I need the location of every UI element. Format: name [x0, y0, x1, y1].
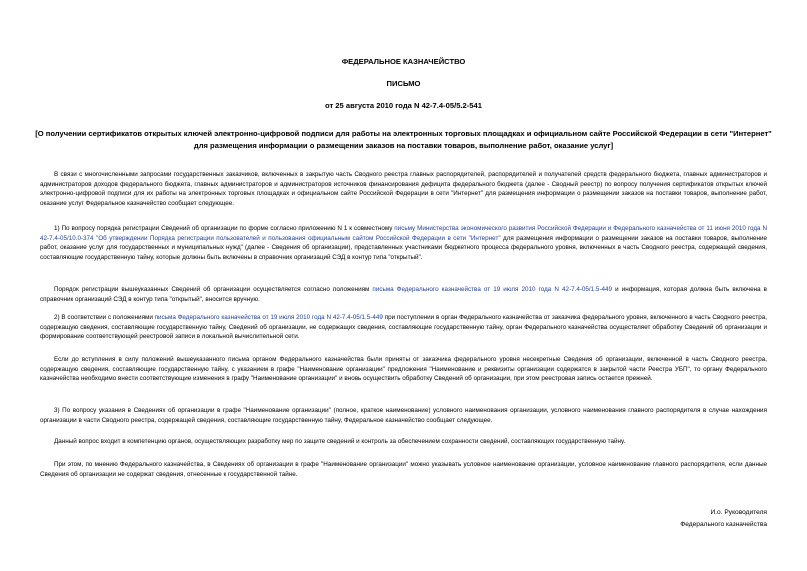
signature-title: И.о. Руководителя [710, 509, 767, 516]
doc-date-number: от 25 августа 2010 года N 42-7.4-05/5.2-541 [325, 101, 482, 110]
paragraph-1-link[interactable]: письму Министерства экономического развития Российской Федерации и Федерального казначейства от 11 июня 2010 года N 42-7.4-05/10.0-374 "Об утверждении Порядка регистрации пользователей и пользования официальным сайтом Российской Федерации в сети "Интернет" [40, 225, 768, 242]
paragraph-1-text-b: для размещения информации о размещении заказов на поставки товаров, выполнение работ, оказание услуг для государственных и муниципальных нужд" (далее - Сведения об организации), представленных участниками бюджетного процесса федерального уровня, включенных в часть Сводного реестра, содержащей сведения, составляющие государственную тайну, которые должны быть включены в справочник организаций СЭД в контур типа "открытый". [40, 234, 767, 261]
paragraph-3-link[interactable]: письма Федерального казначейства от 19 июля 2010 года N 42-7.4-05/1.5-449 [154, 314, 383, 321]
paragraph-3 [40, 313, 767, 342]
paragraph-intro: В связи с многочисленными запросами государственных заказчиков, включенных в закрытую часть Сводного реестра главных распорядителей, распорядителей и получателей средств федерального бюджета, главных администраторов и администраторов доходов федерального бюджета, главных администраторов и администраторов источников финансирования дефицита федерального бюджета (далее - Сводный реестр) по вопросу получения сертификатов открытых ключей электронно-цифровой подписи для их работы на электронных торговых площадках и официальном сайте Российской Федерации в сети "Интернет" для размещения информации о размещении заказов на поставки товаров, выполнение работ, оказание услуг Федеральное казначейство сообщает следующее. [40, 171, 767, 207]
paragraph-7: При этом, по мнению Федерального казначейства, в Сведениях об организации в графе "Наименование организации" можно указывать условное наименование организации, условное наименование главного распорядителя, если данные Сведения об организации не содержат сведения, отнесенные к государственной тайне. [40, 461, 767, 478]
paragraph-6: Данный вопрос входит в компетенцию органов, осуществляющих разработку мер по защите сведений и контроль за обеспечением сохранности сведений, составляющих государственную тайну. [54, 438, 626, 445]
paragraph-3-text-a: 2) В соответствии с положениями [54, 314, 155, 321]
paragraph-5: 3) По вопросу указания в Сведениях об организации в графе "Наименование организации" (полное, краткое наименование) условного наименования организации, условного наименования главного распорядителя в случае нахождения организации в части Сводного реестра, содержащей сведения, составляющие государственную тайну, Федеральное казначейство сообщает следующее. [40, 407, 767, 424]
paragraph-1-text-a: 1) По вопросу порядка регистрации Сведений об организации по форме согласно приложению N 1 к совместному [54, 225, 395, 232]
signature-org: Федерального казначейства [680, 521, 767, 528]
paragraph-1 [40, 224, 767, 262]
paragraph-2 [40, 285, 767, 304]
paragraph-2-link[interactable]: письма Федерального казначейства от 19 июля 2010 года N 42-7.4-05/1.5-449 [372, 286, 613, 293]
paragraph-3-text-b: при поступлении в орган Федерального казначейства от заказчика федерального уровня, включенного в часть Сводного реестра, содержащую сведения, составляющие государственную тайну, Сведений об организации, не содержащих сведения, составляющие государственную тайну, орган Федерального казначейства осуществляет обработку Сведений об организации и формирование соответствующей реестровой записи в локальной вычислительной сети. [40, 314, 767, 341]
paragraph-4: Если до вступления в силу положений вышеуказанного письма органом Федерального казначейства были приняты от заказчика федерального уровня несекретные Сведения об организации, включенной в часть Сводного реестра, содержащую сведения, составляющие государственную тайну, с указанием в графе "Наименование организации" предложения "Наименование и реквизиты организации содержатся в закрытой части Реестра УБП", то органу Федерального казначейства необходимо внести соответствующие изменения в графу "Наименование организации" и вновь осуществить обработку Сведений об организации, при этом реестровая запись остается прежней. [40, 356, 767, 383]
paragraph-2-text-b: и информация, которая должна быть включена в справочник организаций СЭД в контур типа "открытый", вносится вручную. [40, 286, 767, 303]
org-title: ФЕДЕРАЛЬНОЕ КАЗНАЧЕЙСТВО [341, 57, 466, 66]
paragraph-2-text-a: Порядок регистрации вышеуказанных Сведений об организации осуществляется согласно положениям [54, 286, 373, 293]
doc-subject: [О получении сертификатов открытых ключей электронно-цифровой подписи для работы на электронных торговых площадках и официальном сайте Российской Федерации в сети "Интернет" для размещения информации о размещении заказов на поставки товаров, выполнение работ, оказание услуг] [35, 129, 772, 150]
doc-type: ПИСЬМО [386, 79, 421, 88]
